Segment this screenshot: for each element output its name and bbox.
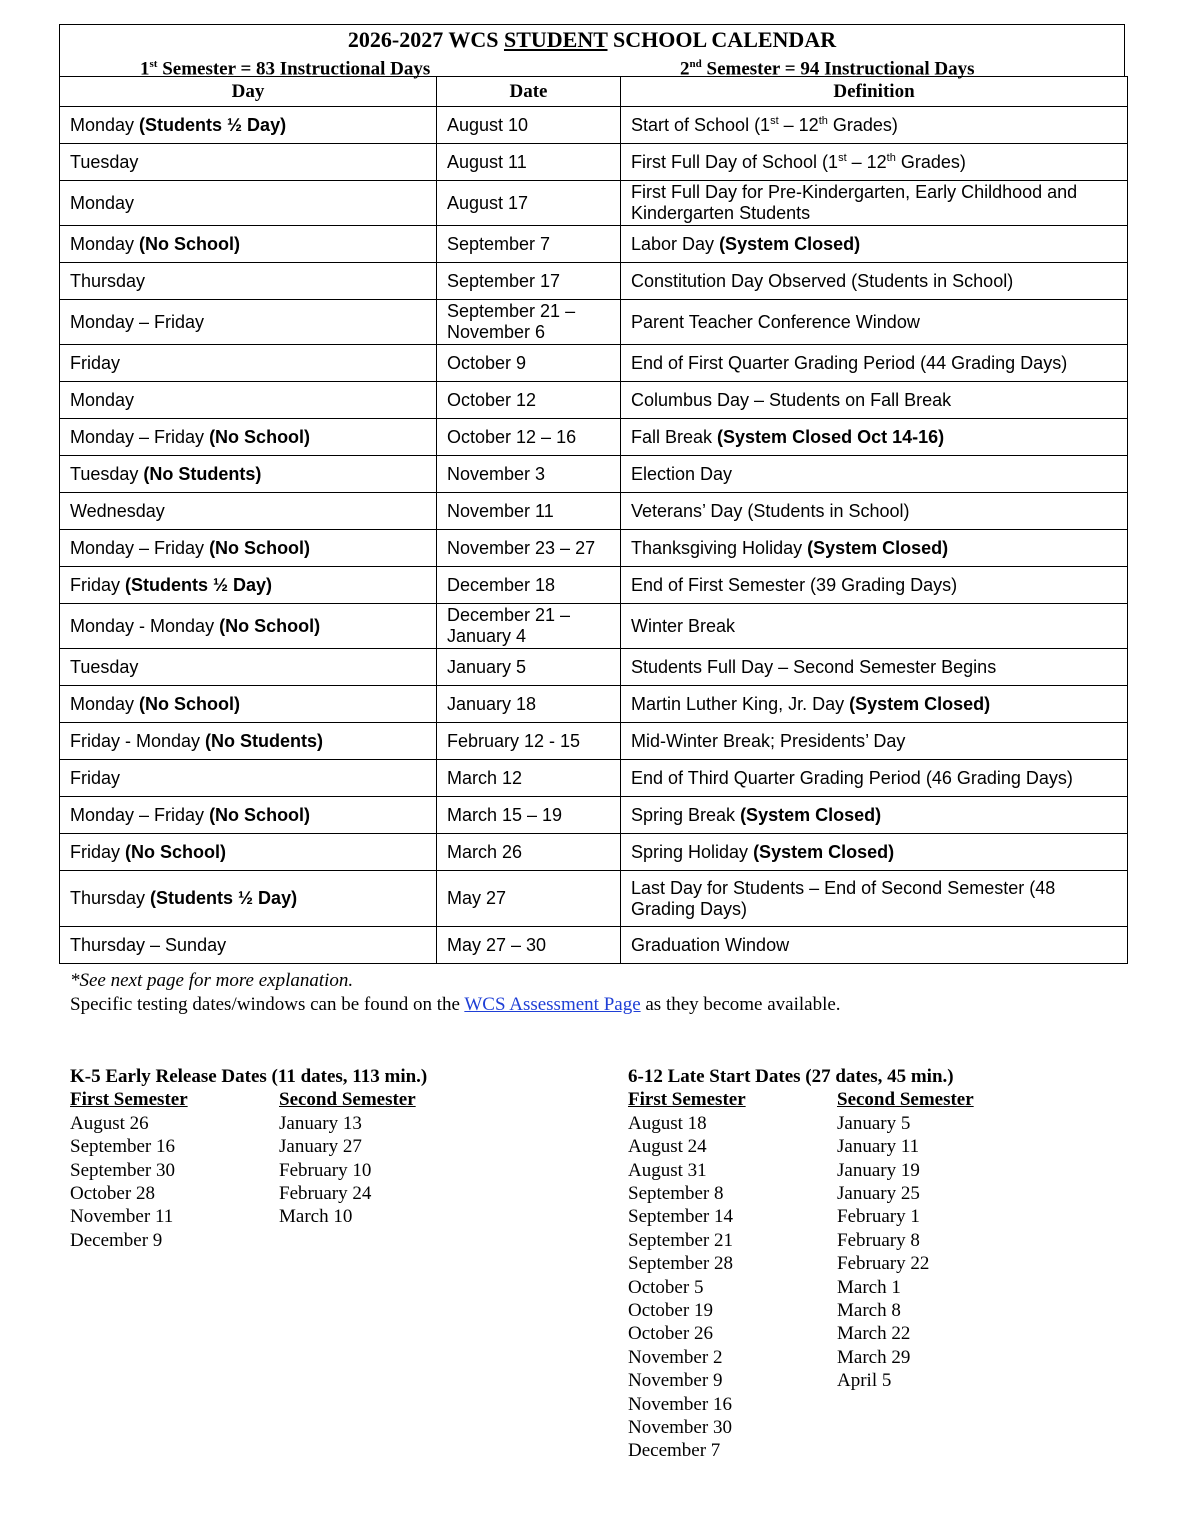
definition-cell — [621, 181, 1128, 226]
list-item: December 7 — [628, 1440, 721, 1462]
list-item: August 31 — [628, 1159, 707, 1181]
day-note: (No School) — [139, 233, 241, 254]
list-item: November 9 — [628, 1370, 723, 1392]
definition-cell — [621, 927, 1128, 964]
definition-note: (System Closed) — [740, 804, 882, 825]
definition-text: Veterans’ Day (Students in School) — [631, 500, 910, 521]
list-item: January 27 — [279, 1136, 362, 1158]
table-row — [60, 760, 1128, 797]
date-cell: January 5 — [437, 649, 621, 686]
table-row — [60, 530, 1128, 567]
definition-text: Fall Break — [631, 426, 718, 447]
day-note: (No School) — [139, 693, 241, 714]
late-first-semester-header: First Semester — [628, 1089, 746, 1111]
definition-cell — [621, 263, 1128, 300]
list-item: March 10 — [279, 1206, 353, 1228]
table-row — [60, 144, 1128, 181]
column-header-day: Day — [60, 77, 437, 107]
day-note: (No School) — [125, 841, 227, 862]
definition-text: End of First Semester (39 Grading Days) — [631, 574, 958, 595]
list-item: November 16 — [628, 1393, 732, 1415]
list-item: February 10 — [279, 1159, 372, 1181]
definition-text: First Full Day of School (1st – 12th Grades) — [631, 151, 966, 172]
table-row — [60, 419, 1128, 456]
day-cell — [60, 419, 437, 456]
date-cell: March 12 — [437, 760, 621, 797]
k5-second-semester-header: Second Semester — [279, 1089, 416, 1111]
definition-cell — [621, 345, 1128, 382]
list-item: February 22 — [837, 1253, 930, 1275]
day-cell — [60, 300, 437, 345]
day-text: Friday — [70, 352, 121, 373]
definition-cell — [621, 456, 1128, 493]
date-cell: February 12 - 15 — [437, 723, 621, 760]
definition-text: Start of School (1st – 12th Grades) — [631, 114, 898, 135]
definition-cell — [621, 493, 1128, 530]
day-cell — [60, 604, 437, 649]
definition-cell — [621, 871, 1128, 927]
list-item: March 22 — [837, 1323, 911, 1345]
date-cell: August 17 — [437, 181, 621, 226]
table-row — [60, 382, 1128, 419]
date-cell: September 7 — [437, 226, 621, 263]
definition-text: Spring Holiday — [631, 841, 754, 862]
date-cell: January 18 — [437, 686, 621, 723]
date-cell: October 12 — [437, 382, 621, 419]
table-row — [60, 834, 1128, 871]
k5-first-semester-header: First Semester — [70, 1089, 188, 1111]
definition-text: End of Third Quarter Grading Period (46 Grading Days) — [631, 767, 1073, 788]
day-note: (No School) — [209, 426, 311, 447]
late-start-section-title: 6-12 Late Start Dates (27 dates, 45 min.) — [628, 1066, 954, 1087]
list-item: October 28 — [70, 1183, 155, 1205]
definition-cell — [621, 226, 1128, 263]
day-text: Tuesday — [70, 463, 144, 484]
table-row — [60, 300, 1128, 345]
date-cell: March 26 — [437, 834, 621, 871]
day-text: Friday — [70, 767, 121, 788]
list-item: September 21 — [628, 1229, 734, 1251]
date-cell: August 10 — [437, 107, 621, 144]
table-row — [60, 871, 1128, 927]
day-text: Thursday — [70, 270, 146, 291]
definition-cell — [621, 649, 1128, 686]
date-cell: September 21 – November 6 — [437, 300, 621, 345]
late-start-section — [628, 1065, 1108, 1485]
definition-cell — [621, 144, 1128, 181]
table-row — [60, 797, 1128, 834]
day-text: Monday – Friday — [70, 311, 205, 332]
day-cell — [60, 263, 437, 300]
date-cell: November 3 — [437, 456, 621, 493]
list-item: March 29 — [837, 1346, 911, 1368]
definition-cell — [621, 686, 1128, 723]
day-text: Monday — [70, 233, 140, 254]
list-item: October 19 — [628, 1300, 713, 1322]
semester-2-summary: 2nd Semester = 94 Instructional Days — [680, 58, 975, 80]
calendar-header — [59, 24, 1125, 80]
day-cell — [60, 181, 437, 226]
day-cell — [60, 723, 437, 760]
definition-cell — [621, 797, 1128, 834]
late-first-semester-list — [628, 1088, 746, 1463]
day-cell — [60, 760, 437, 797]
table-row — [60, 723, 1128, 760]
date-cell: November 23 – 27 — [437, 530, 621, 567]
list-item: January 13 — [279, 1112, 362, 1134]
day-text: Monday — [70, 192, 135, 213]
day-cell — [60, 493, 437, 530]
table-row — [60, 263, 1128, 300]
day-cell — [60, 226, 437, 263]
list-item: January 19 — [837, 1159, 920, 1181]
list-item: November 11 — [70, 1206, 174, 1228]
k5-early-release-section — [70, 1065, 590, 1305]
list-item: March 8 — [837, 1300, 901, 1322]
list-item: October 26 — [628, 1323, 713, 1345]
definition-cell — [621, 382, 1128, 419]
definition-text: Labor Day — [631, 233, 720, 254]
testing-note: Specific testing dates/windows can be found on the WCS Assessment Page as they become available. — [70, 994, 841, 1015]
table-row — [60, 604, 1128, 649]
date-cell: October 9 — [437, 345, 621, 382]
list-item: August 18 — [628, 1112, 707, 1134]
definition-cell — [621, 300, 1128, 345]
day-note: (No School) — [209, 804, 311, 825]
list-item: September 30 — [70, 1159, 176, 1181]
definition-text: Winter Break — [631, 615, 736, 636]
definition-text: Martin Luther King, Jr. Day — [631, 693, 850, 714]
definition-note: (System Closed) — [719, 233, 861, 254]
k5-first-semester-list — [70, 1088, 188, 1252]
list-item: November 2 — [628, 1346, 723, 1368]
definition-cell — [621, 604, 1128, 649]
day-cell — [60, 871, 437, 927]
date-cell: December 21 – January 4 — [437, 604, 621, 649]
day-cell — [60, 927, 437, 964]
list-item: September 8 — [628, 1183, 724, 1205]
late-second-semester-list — [837, 1088, 974, 1392]
definition-cell — [621, 107, 1128, 144]
column-header-date: Date — [437, 77, 621, 107]
list-item: January 5 — [837, 1112, 911, 1134]
day-cell — [60, 382, 437, 419]
definition-cell — [621, 419, 1128, 456]
list-item: April 5 — [837, 1370, 892, 1392]
day-cell — [60, 144, 437, 181]
table-row — [60, 345, 1128, 382]
list-item: August 26 — [70, 1112, 149, 1134]
day-note: (No School) — [219, 615, 321, 636]
see-next-page-note: *See next page for more explanation. — [70, 970, 354, 991]
k5-section-title: K-5 Early Release Dates (11 dates, 113 min.) — [70, 1066, 428, 1087]
day-text: Monday – Friday — [70, 804, 210, 825]
semester-1-summary: 1st Semester = 83 Instructional Days — [140, 58, 431, 80]
list-item: November 30 — [628, 1417, 732, 1439]
date-cell: August 11 — [437, 144, 621, 181]
definition-text: Constitution Day Observed (Students in School) — [631, 270, 1014, 291]
day-text: Thursday – Sunday — [70, 934, 227, 955]
day-text: Monday - Monday — [70, 615, 220, 636]
date-cell: September 17 — [437, 263, 621, 300]
day-text: Wednesday — [70, 500, 165, 521]
definition-text: Graduation Window — [631, 934, 790, 955]
list-item: August 24 — [628, 1136, 707, 1158]
day-cell — [60, 456, 437, 493]
k5-second-semester-list — [279, 1088, 416, 1228]
list-item: September 28 — [628, 1253, 734, 1275]
definition-cell — [621, 834, 1128, 871]
table-row — [60, 493, 1128, 530]
list-item: February 8 — [837, 1229, 920, 1251]
definition-cell — [621, 567, 1128, 604]
definition-text: Students Full Day – Second Semester Begins — [631, 656, 997, 677]
definition-text: Columbus Day – Students on Fall Break — [631, 389, 952, 410]
definition-text: Election Day — [631, 463, 733, 484]
definition-text: Spring Break — [631, 804, 741, 825]
table-row — [60, 181, 1128, 226]
table-row — [60, 226, 1128, 263]
date-cell: March 15 – 19 — [437, 797, 621, 834]
day-note: (Students ½ Day) — [139, 114, 287, 135]
day-text: Monday – Friday — [70, 537, 210, 558]
definition-note: (System Closed) — [807, 537, 949, 558]
definition-text: First Full Day for Pre-Kindergarten, Early Childhood and Kindergarten Students — [631, 182, 1078, 223]
definition-text: Last Day for Students – End of Second Semester (48 Grading Days) — [631, 877, 1056, 919]
date-cell: December 18 — [437, 567, 621, 604]
list-item: January 25 — [837, 1183, 920, 1205]
late-second-semester-header: Second Semester — [837, 1089, 974, 1111]
table-row — [60, 927, 1128, 964]
table-row — [60, 686, 1128, 723]
day-cell — [60, 834, 437, 871]
definition-text: End of First Quarter Grading Period (44 Grading Days) — [631, 352, 1068, 373]
list-item: December 9 — [70, 1229, 163, 1251]
list-item: October 5 — [628, 1276, 704, 1298]
definition-note: (System Closed) — [849, 693, 991, 714]
date-cell: October 12 – 16 — [437, 419, 621, 456]
day-cell — [60, 797, 437, 834]
date-cell: November 11 — [437, 493, 621, 530]
list-item: February 1 — [837, 1206, 920, 1228]
list-item: February 24 — [279, 1183, 372, 1205]
day-cell — [60, 567, 437, 604]
table-header-row — [60, 77, 1128, 107]
definition-cell — [621, 530, 1128, 567]
definition-cell — [621, 760, 1128, 797]
day-text: Friday — [70, 574, 126, 595]
definition-cell — [621, 723, 1128, 760]
table-row — [60, 567, 1128, 604]
list-item: January 11 — [837, 1136, 920, 1158]
list-item: September 14 — [628, 1206, 734, 1228]
list-item: March 1 — [837, 1276, 901, 1298]
day-text: Monday — [70, 693, 140, 714]
definition-text: Mid-Winter Break; Presidents’ Day — [631, 730, 906, 751]
day-cell — [60, 530, 437, 567]
table-row — [60, 649, 1128, 686]
day-text: Friday - Monday — [70, 730, 206, 751]
day-note: (No School) — [209, 537, 311, 558]
page-title: 2026-2027 WCS STUDENT SCHOOL CALENDAR — [347, 27, 837, 52]
day-text: Tuesday — [70, 656, 139, 677]
day-text: Monday — [70, 114, 140, 135]
day-cell — [60, 107, 437, 144]
definition-note: (System Closed Oct 14-16) — [717, 426, 945, 447]
day-note: (No Students) — [205, 730, 324, 751]
day-cell — [60, 686, 437, 723]
definition-text: Parent Teacher Conference Window — [631, 311, 920, 332]
definition-text: Thanksgiving Holiday — [631, 537, 808, 558]
day-text: Thursday — [70, 888, 151, 908]
day-text: Tuesday — [70, 151, 139, 172]
day-note: (No Students) — [143, 463, 262, 484]
day-text: Friday — [70, 841, 126, 862]
table-row — [60, 456, 1128, 493]
column-header-definition: Definition — [621, 77, 1128, 107]
day-cell — [60, 345, 437, 382]
definition-note: (System Closed) — [753, 841, 895, 862]
table-row — [60, 107, 1128, 144]
day-text: Monday — [70, 389, 135, 410]
date-cell: May 27 — [437, 871, 621, 927]
date-cell: May 27 – 30 — [437, 927, 621, 964]
day-cell — [60, 649, 437, 686]
calendar-table — [59, 76, 1128, 964]
assessment-page-link[interactable]: WCS Assessment Page — [464, 994, 641, 1015]
day-note: (Students ½ Day) — [125, 574, 273, 595]
list-item: September 16 — [70, 1136, 176, 1158]
day-note: (Students ½ Day) — [150, 888, 298, 908]
day-text: Monday – Friday — [70, 426, 210, 447]
